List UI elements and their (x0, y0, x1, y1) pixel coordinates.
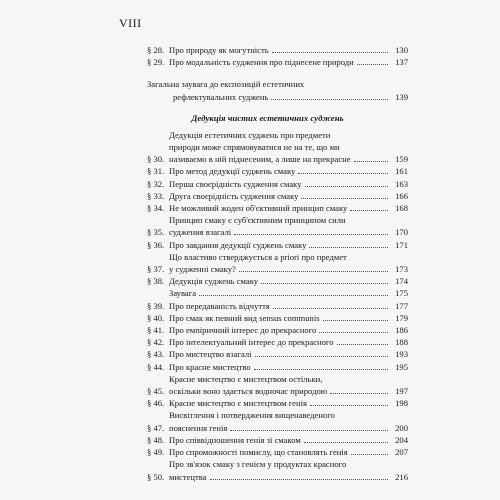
toc-entry (147, 275, 408, 287)
table-of-contents (147, 44, 408, 483)
leader-dots (230, 430, 388, 431)
leader-dots (354, 161, 388, 162)
toc-entry (147, 300, 408, 312)
toc-page-number: 170 (395, 227, 408, 238)
toc-page-number: 173 (395, 264, 408, 275)
toc-section-2 (147, 129, 408, 483)
leader-dots (254, 369, 388, 370)
toc-entry (147, 202, 408, 214)
toc-page-number: 137 (395, 57, 408, 68)
toc-entry (147, 434, 408, 446)
toc-page-number: 161 (395, 166, 408, 177)
toc-entry-text: Про модальність судження про піднесене природи (169, 57, 354, 68)
section-number: § 45. (147, 386, 165, 397)
toc-entry-general-note (147, 78, 408, 102)
toc-entry-text: Про спроможності помислу, що становлять генія (169, 447, 348, 458)
toc-entry (147, 214, 408, 238)
toc-entry-text: Про інтелектуальний інтерес до прекрасного (169, 337, 334, 348)
section-number: § 32. (147, 178, 165, 189)
section-number: § 28. (147, 45, 165, 55)
toc-entry (147, 287, 408, 299)
toc-entry (147, 458, 408, 482)
section-number: § 35. (147, 227, 165, 238)
section-number: § 31. (147, 166, 165, 177)
leader-dots (330, 393, 388, 394)
toc-page-number: 166 (395, 190, 408, 201)
section-number: § 40. (147, 312, 165, 323)
toc-entry-text: Перша своєрідність судження смаку (169, 178, 302, 189)
leader-dots (298, 173, 388, 174)
toc-entry-text: називаємо в ній піднесеним, а лише на прекрасне (169, 154, 351, 165)
toc-entry-text: Про емпіричний інтерес до прекрасного (169, 325, 317, 336)
toc-entry-text: Загальна заувага до експозицій естетичних (147, 79, 305, 90)
toc-page-number: 163 (395, 178, 408, 189)
toc-page-number: 179 (395, 312, 408, 323)
section-number: § 34. (147, 203, 165, 214)
toc-page-number: 139 (395, 91, 408, 102)
leader-dots (271, 99, 388, 100)
leader-dots (319, 332, 388, 333)
section-number: § 33. (147, 190, 165, 201)
toc-entry (147, 178, 408, 190)
toc-entry (147, 397, 408, 409)
leader-dots (309, 247, 388, 248)
section-number: § 47. (147, 422, 165, 433)
toc-entry-text: у судженні смаку? (169, 264, 236, 275)
toc-page-number: 130 (395, 45, 408, 55)
leader-dots (261, 283, 388, 284)
toc-entry-text: Про красне мистецтво (169, 361, 251, 372)
toc-page-number: 171 (395, 239, 408, 250)
section-number: § 46. (147, 398, 165, 409)
leader-dots (310, 405, 388, 406)
toc-page-number: 168 (395, 203, 408, 214)
leader-dots (323, 320, 388, 321)
toc-page-number: 195 (395, 361, 408, 372)
toc-entry-text: Що властиво стверджується a priori про предмет (169, 251, 347, 262)
toc-page-number: 174 (395, 276, 408, 287)
section-number: § 49. (147, 447, 165, 458)
toc-entry-text: Друга своєрідність судження смаку (169, 190, 299, 201)
toc-entry-text: Про завдання дедукції суджень смаку (169, 239, 307, 250)
toc-entry-text: Висвітлення і потвердження вищенаведеного (169, 410, 335, 421)
toc-entry-text: Про мистецтво взагалі (169, 349, 252, 360)
toc-entry (147, 56, 408, 68)
toc-entry (147, 44, 408, 56)
leader-dots (350, 210, 388, 211)
toc-entry-text: Не можливий жоден об'єктивний принцип смаку (169, 203, 348, 214)
toc-entry (147, 251, 408, 275)
section-number: § 41. (147, 325, 165, 336)
leader-dots (234, 234, 388, 235)
toc-entry-text: Про співвідношення генія зі смаком (169, 434, 301, 445)
toc-page-number: 216 (395, 471, 408, 482)
leader-dots (357, 64, 388, 65)
toc-entry-text: Дедукція естетичних суджень про предмети (169, 129, 331, 140)
leader-dots (210, 479, 388, 480)
toc-entry (147, 239, 408, 251)
toc-page-number: 188 (395, 337, 408, 348)
toc-page-number: 207 (395, 447, 408, 458)
toc-entry-text: Дедукція суджень смаку (169, 276, 259, 287)
toc-entry (147, 312, 408, 324)
toc-entry-text: Про передаваність відчуття (169, 300, 270, 311)
section-number: § 44. (147, 361, 165, 372)
toc-entry-text: Про смак як певний вид sensus communis (169, 312, 320, 323)
section-number: § 48. (147, 434, 165, 445)
toc-page-number: 193 (395, 349, 408, 360)
toc-entry (147, 409, 408, 433)
leader-dots (351, 454, 388, 455)
section-number: § 29. (147, 57, 165, 68)
leader-dots (337, 344, 388, 345)
toc-entry-text: Принцип смаку є суб'єктивним принципом сили (169, 215, 346, 226)
section-number: § 30. (147, 154, 165, 165)
leader-dots (255, 356, 388, 357)
toc-entry (147, 361, 408, 373)
toc-entry-text: Про метод дедукції суджень смаку (169, 166, 296, 177)
toc-page-number: 175 (395, 288, 408, 299)
leader-dots (239, 271, 388, 272)
toc-page-number: 197 (395, 386, 408, 397)
toc-page-number: 198 (395, 398, 408, 409)
toc-entry (147, 190, 408, 202)
section-number: § 38. (147, 276, 165, 287)
toc-entry-text: Заувага (169, 288, 197, 299)
section-number: § 50. (147, 471, 165, 482)
section-number: § 43. (147, 349, 165, 360)
toc-entry-text: природи може спрямовуватися не на те, що ми (169, 142, 340, 153)
toc-entry-text: Про зв'язок смаку з генієм у продуктах красного (169, 459, 347, 470)
leader-dots (272, 52, 388, 53)
toc-entry-text: Красне мистецтво є мистецтвом остільки, (169, 373, 323, 384)
toc-heading: Дедукція чистих естетичних суджень (191, 112, 344, 123)
toc-page-number: 204 (395, 434, 408, 445)
toc-entry (147, 446, 408, 458)
toc-page-number: 177 (395, 300, 408, 311)
section-number: § 42. (147, 337, 165, 348)
toc-page-number: 159 (395, 154, 408, 165)
toc-entry-text: Про природу як могутність (169, 45, 269, 55)
leader-dots (273, 308, 388, 309)
toc-entry-text: рефлектувальних суджень (173, 91, 269, 102)
toc-entry-text: пояснення генія (169, 422, 228, 433)
section-number: § 39. (147, 300, 165, 311)
page-number: VIII (119, 16, 142, 30)
toc-page-number: 200 (395, 422, 408, 433)
toc-entry (147, 348, 408, 360)
toc-page-number: 186 (395, 325, 408, 336)
toc-entry-text: оскільки воно здається водночас природою (169, 386, 328, 397)
toc-entry (147, 373, 408, 397)
toc-entry-text: Красне мистецтво є мистецтвом генія (169, 398, 307, 409)
section-number: § 37. (147, 264, 165, 275)
leader-dots (305, 186, 388, 187)
toc-entry (147, 324, 408, 336)
toc-entry-text: мистецтва (169, 471, 207, 482)
section-number: § 36. (147, 239, 165, 250)
toc-entry-text: суджения взагалі (169, 227, 232, 238)
leader-dots (304, 442, 388, 443)
leader-dots (301, 198, 388, 199)
toc-entry (147, 129, 408, 166)
toc-entry (147, 165, 408, 177)
toc-entry (147, 336, 408, 348)
leader-dots (199, 295, 388, 296)
toc-section-1 (147, 44, 408, 68)
